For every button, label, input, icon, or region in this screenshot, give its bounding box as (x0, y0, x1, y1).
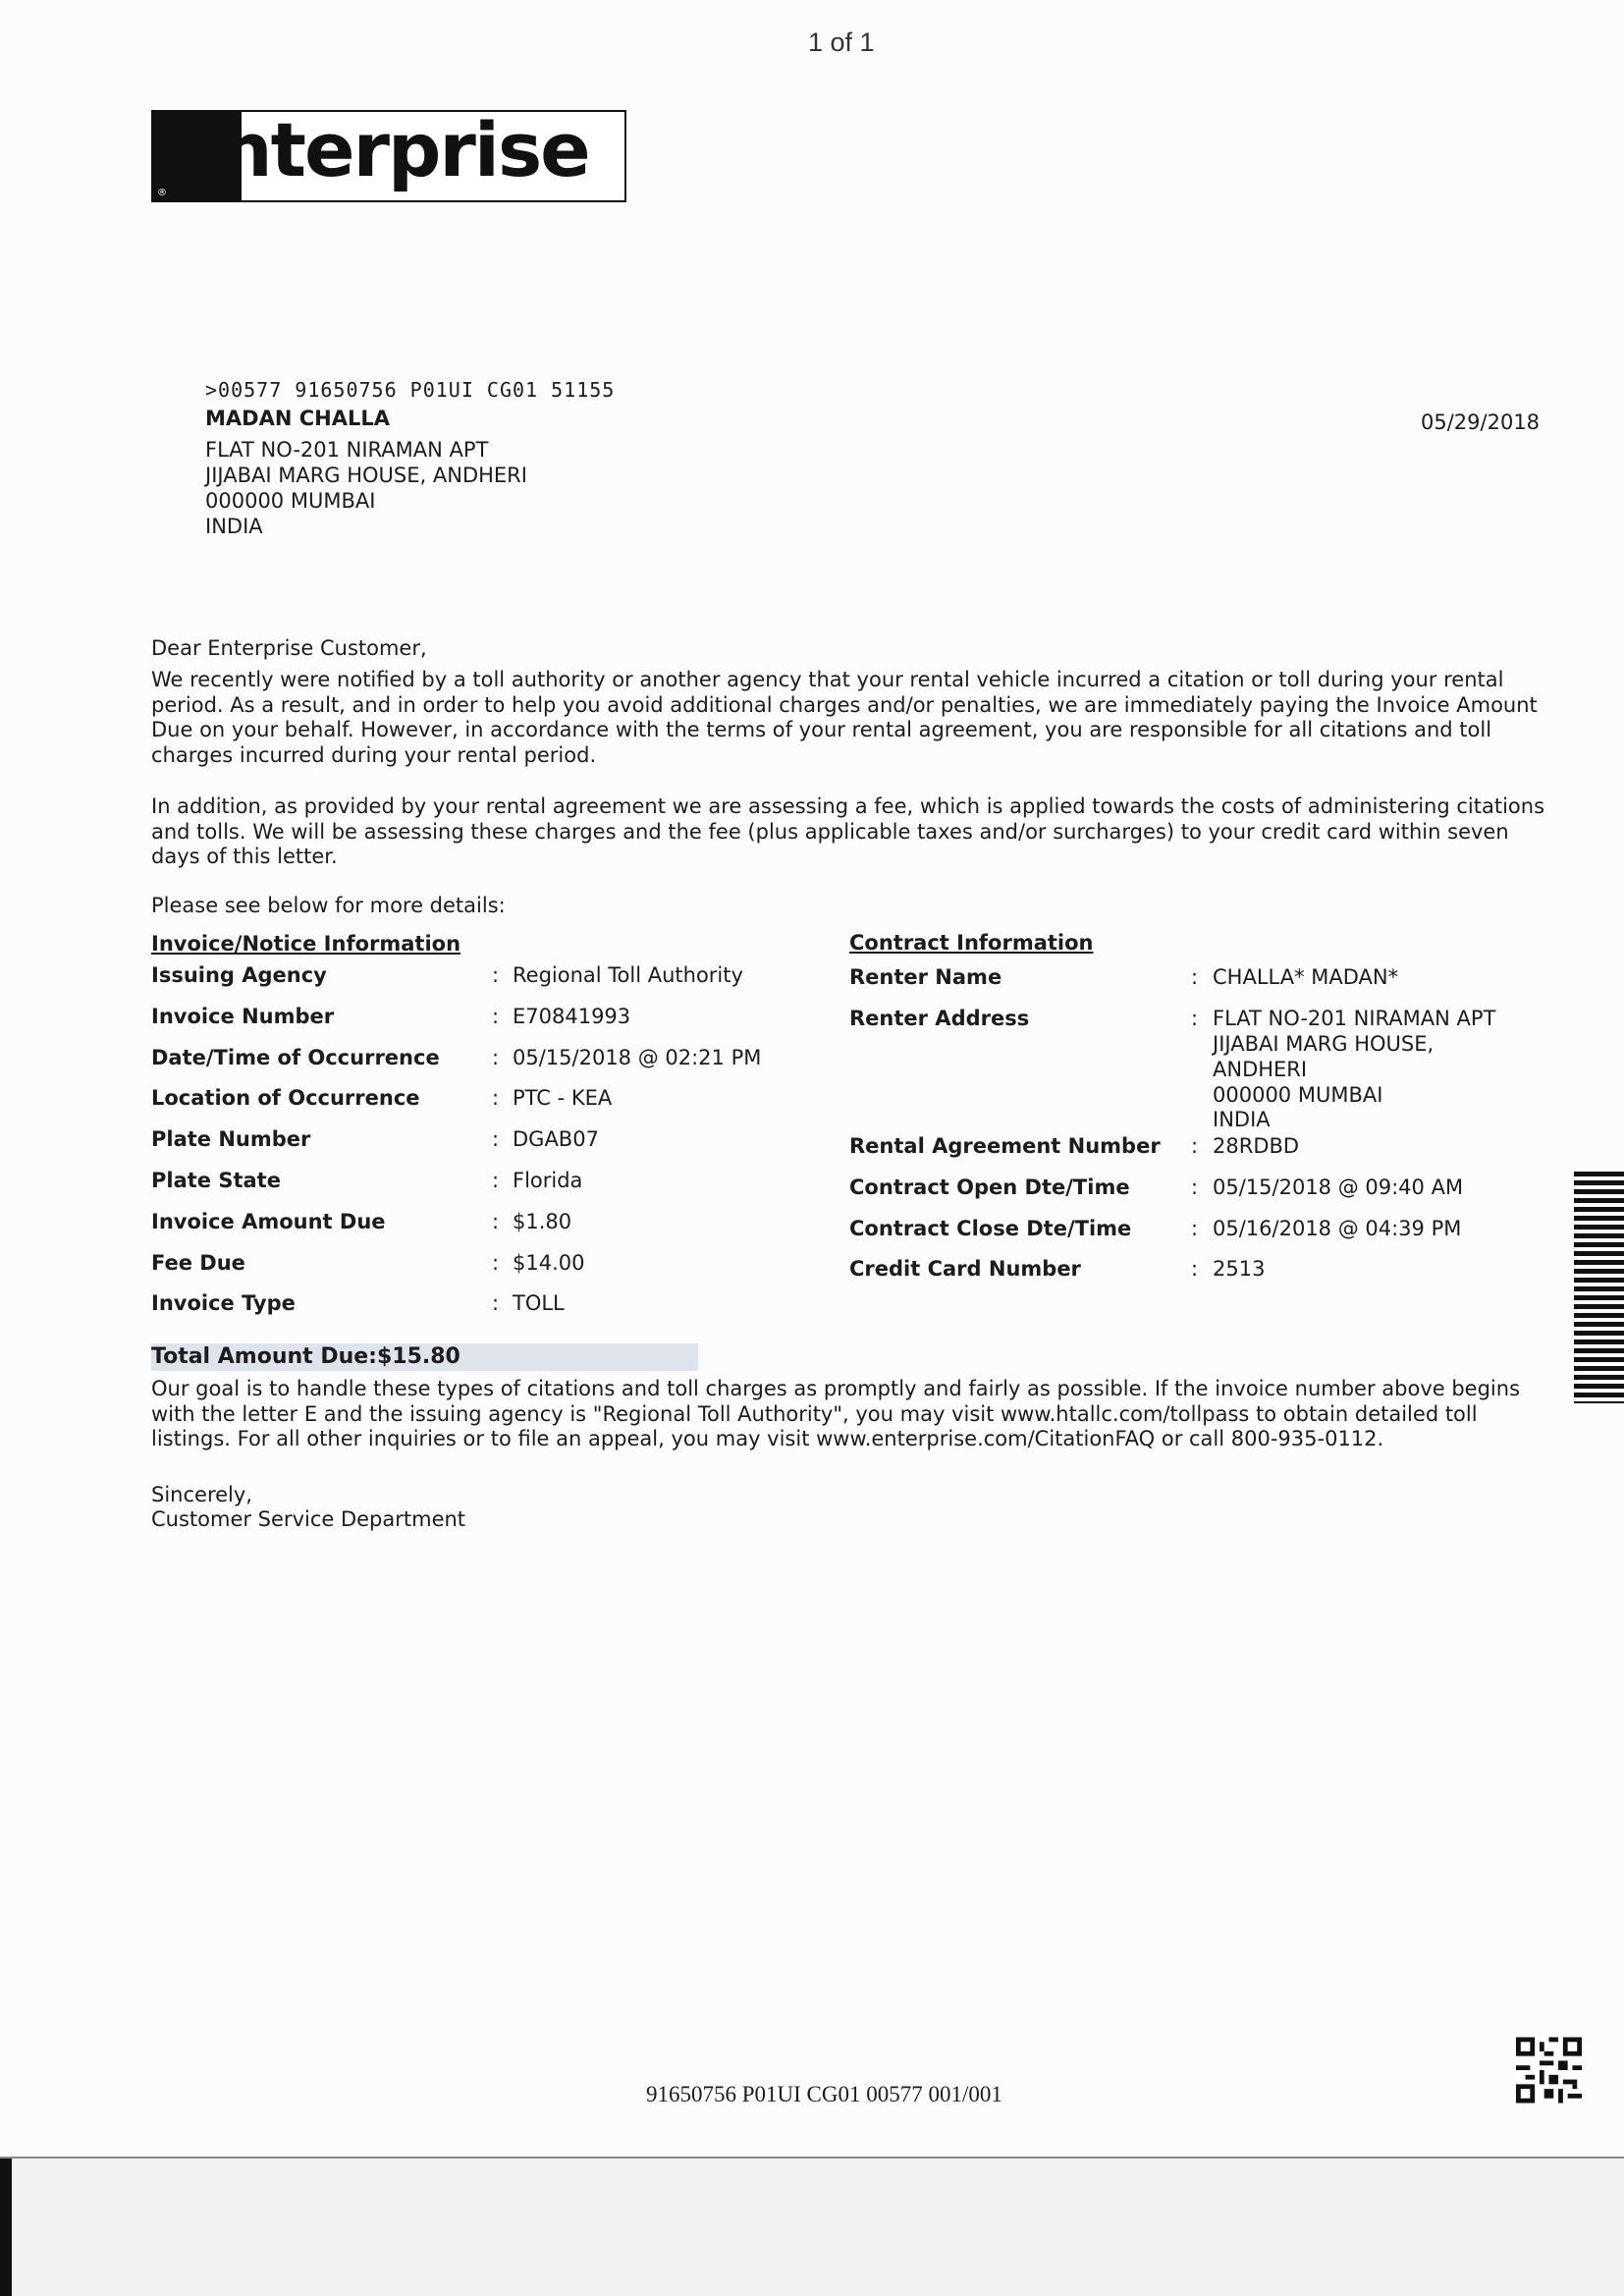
invoice-field-label: Invoice Type (151, 1291, 296, 1316)
recipient-address-line: JIJABAI MARG HOUSE, ANDHERI (205, 464, 527, 487)
renter-address-line: ANDHERI (1213, 1058, 1308, 1081)
renter-address-line: 000000 MUMBAI (1213, 1083, 1383, 1107)
invoice-field-value: $1.80 (513, 1209, 572, 1233)
colon: : (1191, 1007, 1199, 1030)
invoice-field-label: Invoice Number (151, 1004, 335, 1028)
invoice-field-label: Location of Occurrence (151, 1086, 420, 1111)
colon: : (1191, 1175, 1199, 1199)
invoice-field-value: DGAB07 (513, 1127, 599, 1152)
recipient-address-line: FLAT NO-201 NIRAMAN APT (205, 438, 489, 462)
colon: : (492, 1086, 500, 1111)
contract-field-value: 2513 (1213, 1257, 1266, 1282)
letter-date: 05/29/2018 (1421, 410, 1541, 434)
invoice-field-value: 05/15/2018 @ 02:21 PM (513, 1045, 762, 1069)
colon: : (1191, 1216, 1199, 1240)
paragraph-notification: We recently were notified by a toll authority or another agency that your rental vehicle incurred a citation or toll during your rental period. As a result, and in order to help you avoid additional charges and/or penalties, we are immediately paying the Invoice Amount Due on your behalf. However, in accordance with the terms of your rental agreement, you are responsible for all citations and toll charges incurred during your rental period. (151, 668, 1538, 767)
colon: : (492, 1127, 500, 1152)
colon: : (492, 1291, 500, 1316)
colon: : (492, 1045, 500, 1069)
mail-code: >00577 91650756 P01UI CG01 51155 (205, 378, 616, 402)
colon: : (1191, 1134, 1199, 1158)
colon: : (492, 1169, 500, 1192)
page-indicator: 1 of 1 (808, 27, 875, 57)
enterprise-logo: enterprise ® (151, 110, 626, 202)
invoice-field-value: PTC - KEA (513, 1086, 613, 1111)
side-barcode (1574, 1172, 1624, 1403)
paragraph-contact: Our goal is to handle these types of citations and toll charges as promptly and fairly as possible. If the invoice number above begins with the letter E and the issuing agency is "Regional Toll Authority", you may visit www.htallc.com/tollpass to obtain detailed toll listings. For all other inquiries or to file an appeal, you may visit www.enterprise.com/CitationFAQ or call 800-935-0112. (151, 1377, 1521, 1450)
recipient-address-line: INDIA (205, 515, 263, 538)
footer-code: 91650756 P01UI CG01 00577 001/001 (646, 2082, 1002, 2106)
qr-code (1516, 2036, 1582, 2105)
scan-margin (0, 2159, 1624, 2296)
renter-address-line: INDIA (1213, 1108, 1271, 1131)
colon: : (492, 1250, 500, 1275)
contract-field-value: 05/15/2018 @ 09:40 AM (1213, 1175, 1464, 1199)
invoice-field-label: Issuing Agency (151, 963, 327, 987)
scan-edge (0, 2159, 12, 2296)
contract-field-label: Rental Agreement Number (849, 1134, 1161, 1158)
renter-address-label: Renter Address (849, 1007, 1030, 1030)
colon: : (1191, 965, 1199, 989)
signature: Customer Service Department (151, 1507, 466, 1531)
recipient-address-line: 000000 MUMBAI (205, 489, 376, 513)
invoice-field-label: Invoice Amount Due (151, 1209, 386, 1233)
paragraph-fee: In addition, as provided by your rental agreement we are assessing a fee, which is applied towards the costs of administering citations and tolls. We will be assessing these charges and the fee (plus applicable taxes and/or surcharges) to your credit card within seven days of this letter. (151, 794, 1545, 868)
contract-field-label: Credit Card Number (849, 1257, 1081, 1282)
contract-field-label: Contract Open Dte/Time (849, 1175, 1130, 1199)
invoice-field-label: Plate State (151, 1169, 281, 1192)
renter-address-line: FLAT NO-201 NIRAMAN APT (1213, 1007, 1496, 1030)
invoice-field-value: E70841993 (513, 1004, 631, 1028)
renter-name-label: Renter Name (849, 965, 1002, 989)
invoice-field-label: Fee Due (151, 1250, 245, 1275)
total-amount-due: Total Amount Due:$15.80 (151, 1343, 698, 1371)
invoice-field-value: TOLL (513, 1291, 565, 1316)
invoice-field-value: Florida (513, 1169, 583, 1192)
invoice-info-heading: Invoice/Notice Information (151, 932, 461, 956)
contract-field-label: Contract Close Dte/Time (849, 1216, 1132, 1240)
colon: : (492, 1004, 500, 1028)
colon: : (1191, 1257, 1199, 1282)
see-below-text: Please see below for more details: (151, 894, 506, 917)
invoice-field-value: Regional Toll Authority (513, 963, 743, 987)
invoice-field-label: Date/Time of Occurrence (151, 1045, 440, 1069)
invoice-field-value: $14.00 (513, 1250, 585, 1275)
contract-info-heading: Contract Information (849, 931, 1094, 955)
contract-field-value: 28RDBD (1213, 1134, 1300, 1158)
colon: : (492, 1209, 500, 1233)
closing: Sincerely, (151, 1483, 252, 1506)
salutation: Dear Enterprise Customer, (151, 636, 427, 660)
recipient-name: MADAN CHALLA (205, 407, 390, 430)
contract-field-value: 05/16/2018 @ 04:39 PM (1213, 1216, 1462, 1240)
renter-address-line: JIJABAI MARG HOUSE, (1213, 1032, 1435, 1056)
invoice-field-label: Plate Number (151, 1127, 311, 1152)
renter-name-value: CHALLA* MADAN* (1213, 965, 1399, 989)
colon: : (492, 963, 500, 987)
